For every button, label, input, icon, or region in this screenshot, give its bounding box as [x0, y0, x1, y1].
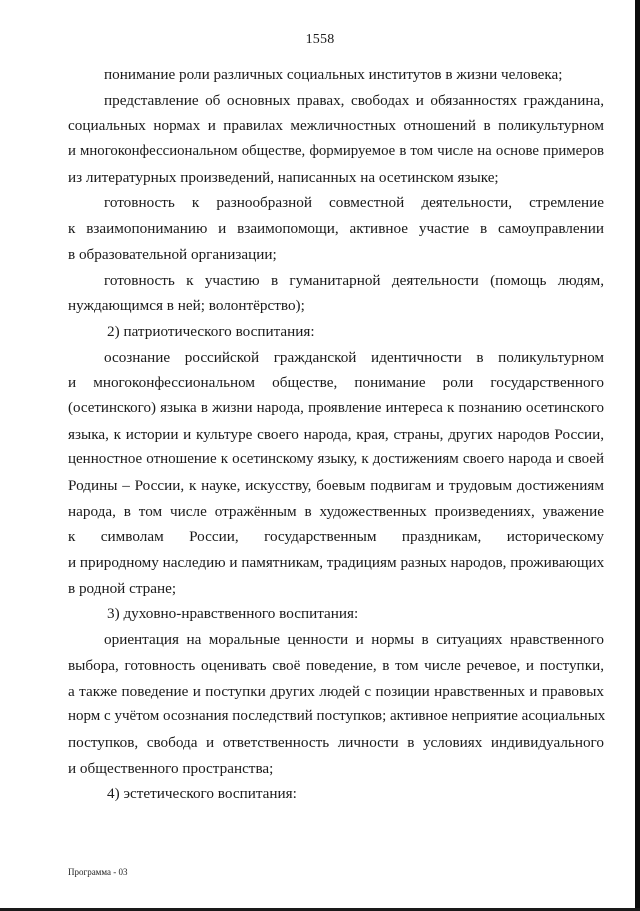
text-line: языка, к истории и культуре своего народа, края, страны, других народов России,	[68, 425, 604, 443]
text-line: осознание российской гражданской идентичности в поликультурном	[104, 348, 604, 366]
text-line: готовность к участию в гуманитарной деятельности (помощь людям,	[104, 271, 604, 289]
text-line: нуждающимся в ней; волонтёрство);	[68, 297, 305, 315]
text-line: и общественного пространства;	[68, 759, 274, 777]
text-line: к символам России, государственным праздникам, историческому	[68, 528, 604, 546]
text-line: понимание роли различных социальных институтов в жизни человека;	[104, 66, 563, 83]
text-line: из литературных произведений, написанных на осетинском языке;	[68, 168, 499, 186]
section-heading: 3) духовно-нравственного воспитания:	[107, 605, 359, 623]
text-line: в родной стране;	[68, 579, 177, 597]
page-number: 1558	[305, 32, 335, 47]
document-body	[68, 62, 604, 807]
scan-edge-right	[635, 0, 640, 911]
text-line: ориентация на моральные ценности и нормы в ситуациях нравственного	[104, 631, 604, 649]
text-line: социальных нормах и правилах межличностных отношений в поликультурном	[68, 117, 604, 135]
text-line: в образовательной организации;	[68, 245, 277, 263]
text-line: к взаимопониманию и взаимопомощи, активное участие в самоуправлении	[68, 220, 604, 238]
section-heading: 4) эстетического воспитания:	[107, 785, 297, 803]
text-line: представление об основных правах, свободах и обязанностях гражданина,	[104, 91, 604, 109]
document-footer: Программа - 03	[68, 867, 128, 877]
text-line: и природному наследию и памятникам, традициям разных народов, проживающих	[68, 554, 605, 572]
section-heading: 2) патриотического воспитания:	[107, 322, 315, 340]
text-line: и многоконфессиональном обществе, формируемое в том числе на основе примеров	[68, 143, 604, 160]
text-line: поступков, свобода и ответственность личности в условиях индивидуального	[68, 733, 604, 751]
text-line: норм с учётом осознания последствий поступков; активное неприятие асоциальных	[68, 708, 606, 725]
text-line: готовность к разнообразной совместной деятельности, стремление	[104, 194, 604, 212]
text-line: народа, в том числе отражённым в художественных произведениях, уважение	[68, 502, 604, 520]
text-line: Родины – России, к науке, искусству, боевым подвигам и трудовым достижениям	[68, 477, 604, 494]
text-line: (осетинского) языка в жизни народа, проявление интереса к познанию осетинского	[68, 399, 604, 416]
text-line: а также поведение и поступки других людей с позиции нравственных и правовых	[68, 682, 604, 700]
text-line: ценностное отношение к осетинскому языку, к достижениям своего народа и своей	[68, 451, 604, 468]
text-line: выбора, готовность оценивать своё поведение, в том числе речевое, и поступки,	[68, 656, 604, 674]
text-line: и многоконфессиональном обществе, понимание роли государственного	[68, 374, 604, 392]
